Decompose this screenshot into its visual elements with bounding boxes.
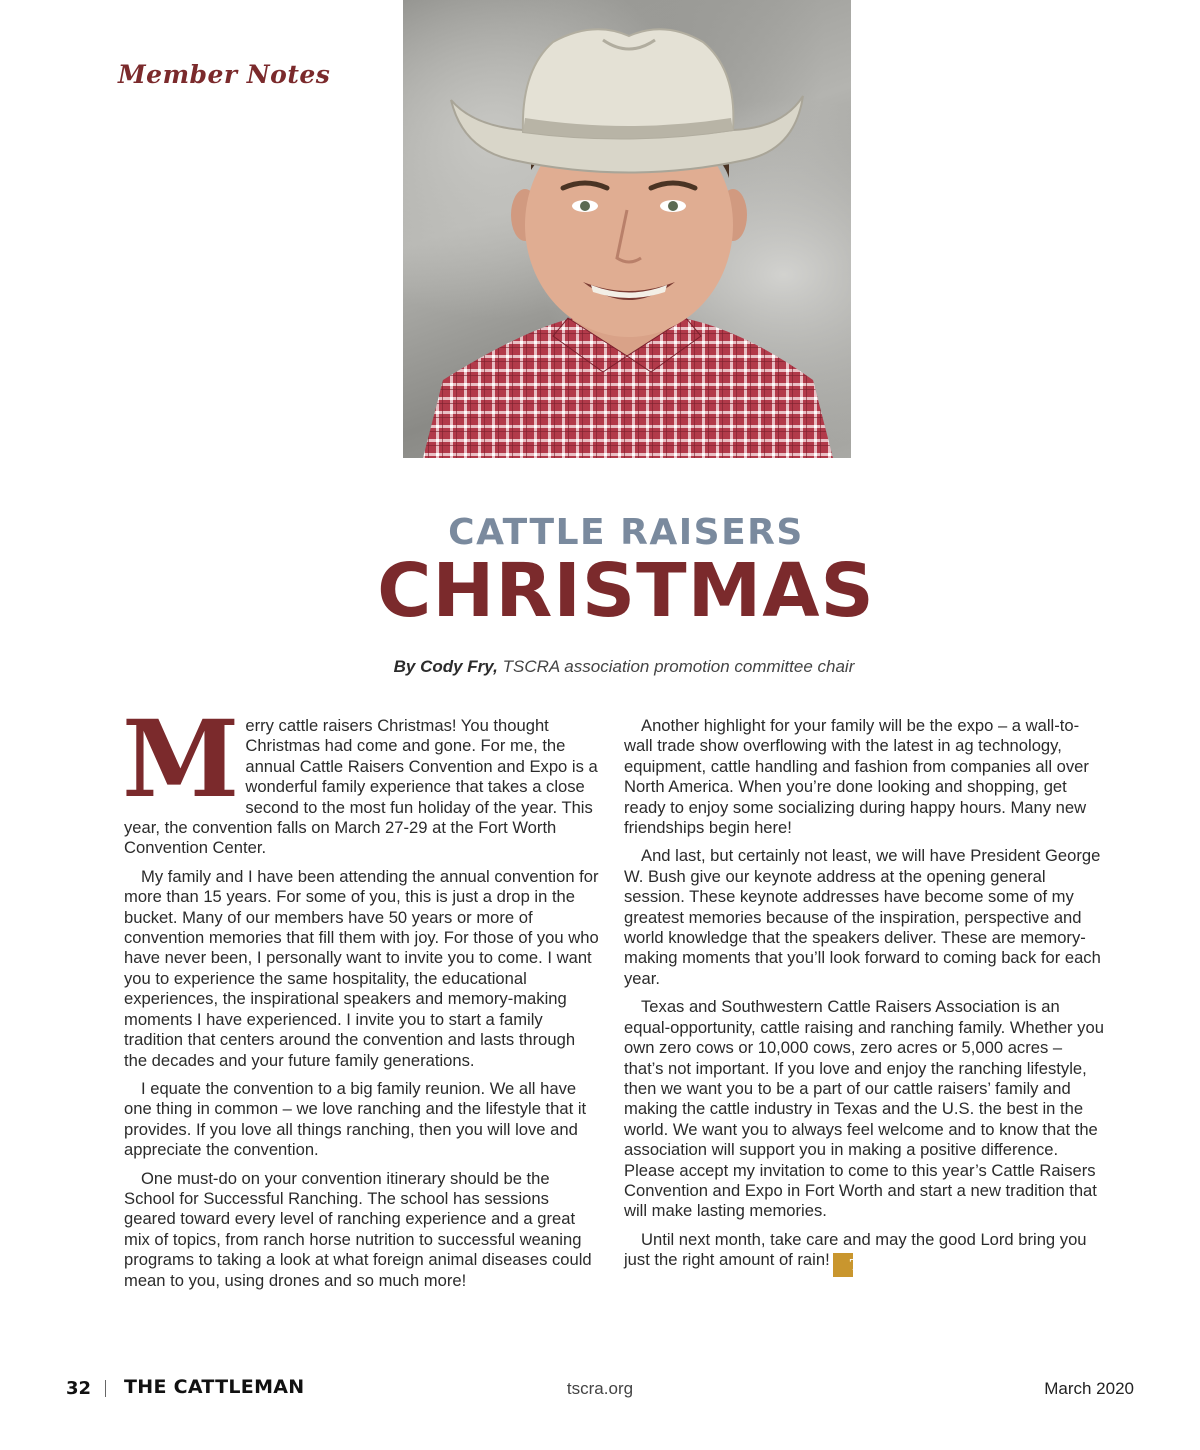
end-mark-icon: TC (833, 1253, 853, 1277)
byline-role: TSCRA association promotion committee chair (502, 657, 855, 676)
byline-author: By Cody Fry, (393, 657, 498, 676)
article-paragraph: Until next month, take care and may the good Lord bring you just the right amount of rain! TC (624, 1230, 1104, 1277)
footer-url[interactable]: tscra.org (566, 1379, 634, 1398)
article-paragraph: Another highlight for your family will be the expo – a wall-to-wall trade show overflowing with the latest in ag technology, equipment, cattle handling and fashion from companies all over North America. When you’re done looking and shopping, get ready to enjoy some socializing during happy hours. Many new friendships begin here! (624, 716, 1089, 838)
article-kicker: CATTLE RAISERS (448, 512, 804, 553)
article-paragraph: Merry cattle raisers Christmas! You thought Christmas had come and gone. For me, the annual Cattle Raisers Convention and Expo is a wonderful family experience that takes a close second to the most fun holiday of the year. This year, the convention falls on March 27-29 at the Fort Worth Convention Center. (122, 696, 598, 858)
issue-date: March 2020 (1044, 1379, 1134, 1398)
portrait-photo (403, 0, 851, 458)
article-column-left (122, 696, 602, 1299)
magazine-name: THE CATTLEMAN (124, 1376, 305, 1398)
drop-cap: M (122, 696, 240, 821)
section-tag: Member Notes (118, 60, 331, 89)
article-headline: CHRISTMAS (377, 548, 875, 634)
article-paragraph: Texas and Southwestern Cattle Raisers Association is an equal-opportunity, cattle raising and ranching family. Whether you own zero cows or 10,000 cows, zero acres or 5,000 acres – that’s not important. If you love and enjoy the ranching lifestyle, then we want you to be a part of our cattle raisers’ family and making the cattle industry in Texas and the U.S. the best in the world. We want you to always feel welcome and to know that the association will support you in making a positive difference. Please accept my invitation to come to this year’s Cattle Raisers Convention and Expo in Fort Worth and start a new tradition that will make lasting memories. (624, 997, 1104, 1221)
byline (0, 656, 1200, 678)
article-paragraph: My family and I have been attending the annual convention for more than 15 years. For some of you, this is just a drop in the bucket. Many of our members have 50 years or more of convention memories that fill them with joy. For those of you who have never been, I personally want to invite you to come. I want you to experience the same hospitality, the educational experiences, the inspirational speakers and memory-making moments I have experienced. I invite you to start a family tradition that centers around the convention and lasts through the decades and your future family generations. (124, 866, 599, 1070)
article-paragraph: And last, but certainly not least, we will have President George W. Bush give our keynote address at the opening general session. These keynote addresses have become some of my greatest memories because of the inspiration, perspective and world knowledge that the speakers deliver. These are memory-making moments that you’ll look forward to coming back for each year. (624, 846, 1101, 988)
article-paragraph: One must-do on your convention itinerary should be the School for Successful Ranching. The school has sessions geared toward every level of ranching experience and a great mix of topics, from ranch horse nutrition to successful weaning programs to taking a look at what foreign animal diseases could mean to you, using drones and so much more! (124, 1168, 592, 1290)
page-number: 32 (66, 1378, 92, 1399)
article-paragraph: I equate the convention to a big family reunion. We all have one thing in common – we love ranching and the lifestyle that it provides. If you love all things ranching, then you will love and appreciate the convention. (124, 1078, 587, 1160)
article-column-right (624, 716, 1104, 1285)
